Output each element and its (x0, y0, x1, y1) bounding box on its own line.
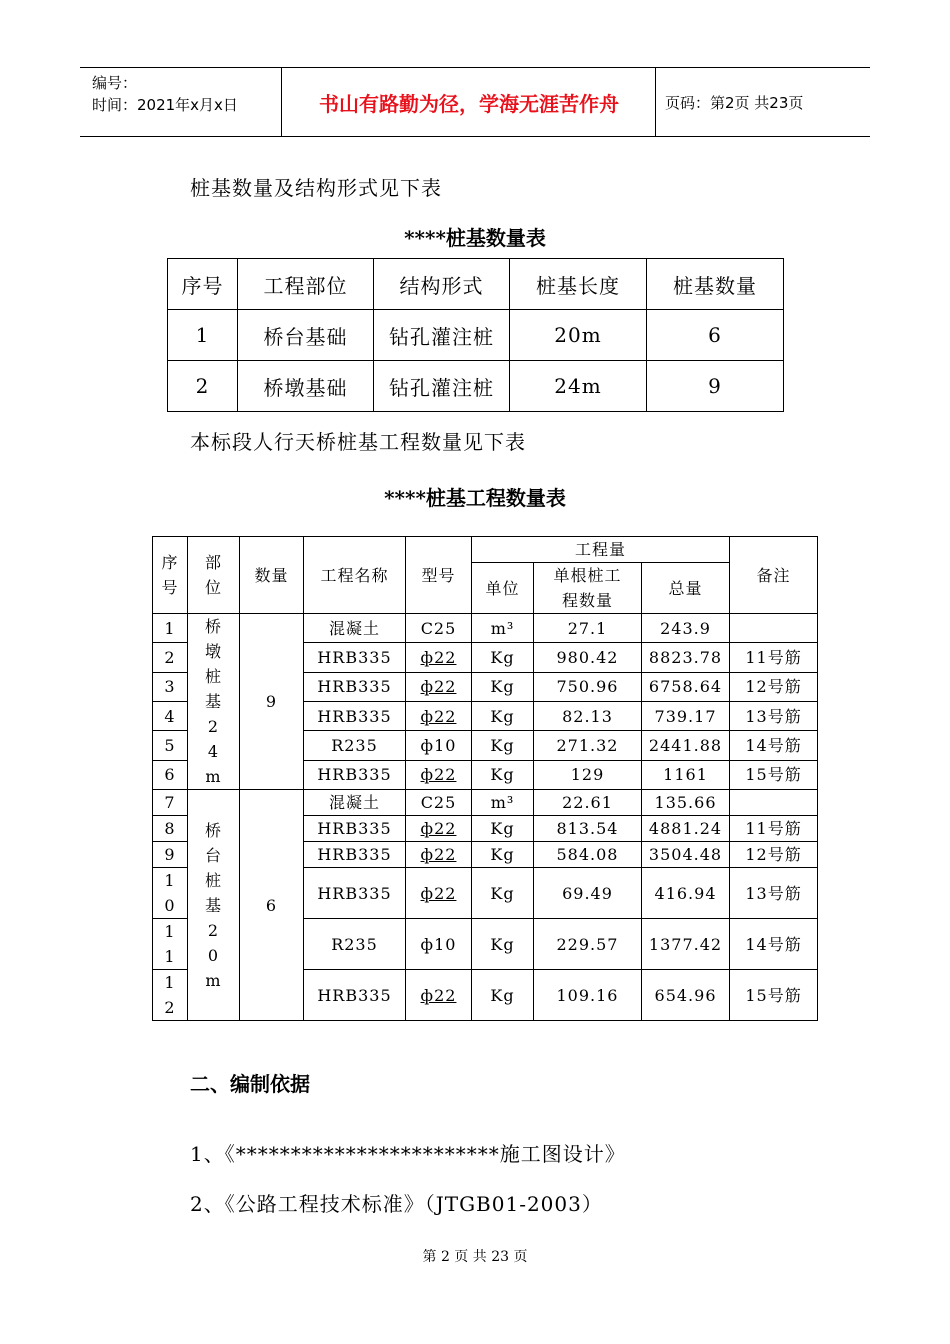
per-pile-cell: 27.1 (534, 614, 642, 643)
seq-cell (153, 970, 188, 1021)
per-pile-cell: 82.13 (534, 701, 642, 730)
header-cell: 备注 (730, 537, 818, 614)
unit-cell: Kg (472, 816, 534, 842)
header-cell: 工程名称 (304, 537, 406, 614)
table2-body (153, 614, 818, 1021)
table-cell: 2 (168, 361, 238, 412)
name-cell: HRB335 (304, 760, 406, 789)
model-cell: ф22 (406, 970, 472, 1021)
table-header-row (168, 259, 784, 310)
seq-cell (153, 614, 188, 643)
table-cell: 9 (647, 361, 784, 412)
name-cell: 混凝土 (304, 790, 406, 816)
model-cell: ф22 (406, 643, 472, 672)
name-cell: HRB335 (304, 868, 406, 919)
note-cell: 15号筋 (730, 970, 818, 1021)
header-cell: 桩基数量 (647, 259, 784, 310)
note-cell (730, 790, 818, 816)
per-pile-cell: 129 (534, 760, 642, 789)
per-pile-cell: 22.61 (534, 790, 642, 816)
header-cell: 数量 (240, 537, 304, 614)
per-pile-header: 单根桩工程数量 (553, 566, 622, 610)
total-cell: 4881.24 (642, 816, 730, 842)
note-cell: 11号筋 (730, 816, 818, 842)
seq-value: 4 (164, 706, 176, 726)
per-pile-cell: 271.32 (534, 731, 642, 760)
note-cell: 12号筋 (730, 842, 818, 868)
header-cell: 型号 (406, 537, 472, 614)
intro-paragraph-1: 桩基数量及结构形式见下表 (190, 176, 442, 200)
table-row (153, 614, 818, 643)
header-meta (92, 72, 238, 116)
seq-cell (153, 919, 188, 970)
pile-quantity-table (152, 536, 818, 1021)
header-cell: 总量 (642, 563, 730, 614)
section-heading: 二、编制依据 (190, 1072, 310, 1096)
header-cell: 桩基长度 (510, 259, 647, 310)
part-header: 部位 (204, 553, 222, 597)
model-cell: C25 (406, 790, 472, 816)
model-cell: ф22 (406, 672, 472, 701)
note-cell: 11号筋 (730, 643, 818, 672)
note-cell: 15号筋 (730, 760, 818, 789)
per-pile-cell: 980.42 (534, 643, 642, 672)
unit-cell: Kg (472, 760, 534, 789)
model-cell: ф22 (406, 701, 472, 730)
name-cell: R235 (304, 919, 406, 970)
table-cell: 钻孔灌注桩 (374, 310, 510, 361)
total-cell: 416.94 (642, 868, 730, 919)
model-cell: ф22 (406, 760, 472, 789)
header-divider (281, 68, 282, 136)
total-cell: 739.17 (642, 701, 730, 730)
note-cell: 12号筋 (730, 672, 818, 701)
note-cell: 13号筋 (730, 701, 818, 730)
page-header (80, 67, 870, 137)
header-time: 时间：2021年x月x日 (92, 96, 238, 114)
seq-value: 9 (164, 845, 176, 864)
seq-cell (153, 868, 188, 919)
model-cell: ф10 (406, 731, 472, 760)
header-page: 页码：第2页 共23页 (665, 93, 804, 112)
header-cell: 序号 (168, 259, 238, 310)
page-footer: 第 2 页 共 23 页 (422, 1249, 528, 1265)
model-cell: ф22 (406, 816, 472, 842)
table-row (168, 361, 784, 412)
seq-value: 5 (164, 735, 176, 755)
total-cell: 654.96 (642, 970, 730, 1021)
total-cell: 3504.48 (642, 842, 730, 868)
seq-value: 3 (164, 677, 176, 697)
per-pile-cell: 69.49 (534, 868, 642, 919)
reference-item: 1、《************************施工图设计》 (190, 1142, 626, 1166)
note-cell: 14号筋 (730, 731, 818, 760)
header-cell: 工程量 (472, 537, 730, 563)
note-cell (730, 614, 818, 643)
table-cell: 钻孔灌注桩 (374, 361, 510, 412)
header-cell: 工程部位 (238, 259, 374, 310)
note-cell: 13号筋 (730, 868, 818, 919)
table-cell: 6 (647, 310, 784, 361)
total-cell: 6758.64 (642, 672, 730, 701)
table-header-row (153, 537, 818, 563)
per-pile-cell: 813.54 (534, 816, 642, 842)
table-row (153, 790, 818, 816)
seq-value: 7 (164, 793, 176, 812)
header-cell (534, 563, 642, 614)
seq-cell (153, 643, 188, 672)
name-cell: HRB335 (304, 816, 406, 842)
seq-value: 1 (164, 618, 176, 638)
unit-cell: Kg (472, 919, 534, 970)
part-cell (188, 790, 240, 1021)
unit-cell: Kg (472, 842, 534, 868)
seq-cell (153, 842, 188, 868)
seq-value: 12 (164, 973, 176, 1017)
seq-header: 序号 (161, 553, 179, 597)
count-cell: 6 (240, 790, 304, 1021)
total-cell: 243.9 (642, 614, 730, 643)
model-cell: C25 (406, 614, 472, 643)
model-cell: ф22 (406, 842, 472, 868)
seq-value: 11 (164, 922, 176, 966)
seq-value: 6 (164, 765, 176, 785)
name-cell: HRB335 (304, 701, 406, 730)
intro-paragraph-2: 本标段人行天桥桩基工程数量见下表 (190, 430, 526, 454)
name-cell: HRB335 (304, 643, 406, 672)
seq-cell (153, 731, 188, 760)
table2-caption: ****桩基工程数量表 (384, 486, 566, 510)
table-row (168, 310, 784, 361)
unit-cell: m³ (472, 790, 534, 816)
reference-item: 2、《公路工程技术标准》（JTGB01-2003） (190, 1192, 603, 1216)
header-cell: 单位 (472, 563, 534, 614)
unit-cell: Kg (472, 672, 534, 701)
header-divider (655, 68, 656, 136)
table1-caption: ****桩基数量表 (404, 226, 546, 250)
name-cell: HRB335 (304, 970, 406, 1021)
header-cell (188, 537, 240, 614)
table-cell: 24m (510, 361, 647, 412)
name-cell: R235 (304, 731, 406, 760)
table-cell: 桥台基础 (238, 310, 374, 361)
table-cell: 20m (510, 310, 647, 361)
per-pile-cell: 584.08 (534, 842, 642, 868)
per-pile-cell: 229.57 (534, 919, 642, 970)
seq-cell (153, 701, 188, 730)
per-pile-cell: 109.16 (534, 970, 642, 1021)
unit-cell: Kg (472, 970, 534, 1021)
seq-cell (153, 790, 188, 816)
header-number: 编号： (92, 74, 138, 92)
model-cell: ф10 (406, 919, 472, 970)
seq-value: 8 (164, 819, 176, 838)
part-cell (188, 614, 240, 790)
name-cell: HRB335 (304, 672, 406, 701)
header-cell: 结构形式 (374, 259, 510, 310)
total-cell: 1161 (642, 760, 730, 789)
seq-value: 2 (164, 647, 176, 667)
unit-cell: Kg (472, 731, 534, 760)
header-cell (153, 537, 188, 614)
header-motto: 书山有路勤为径，学海无涯苦作舟 (319, 91, 619, 116)
count-cell: 9 (240, 614, 304, 790)
total-cell: 8823.78 (642, 643, 730, 672)
per-pile-cell: 750.96 (534, 672, 642, 701)
table-cell: 桥墩基础 (238, 361, 374, 412)
unit-cell: m³ (472, 614, 534, 643)
name-cell: 混凝土 (304, 614, 406, 643)
total-cell: 2441.88 (642, 731, 730, 760)
part-value: 桥台桩基20m (204, 820, 222, 990)
pile-count-table (167, 258, 784, 412)
part-value: 桥墩桩基24m (204, 617, 222, 786)
name-cell: HRB335 (304, 842, 406, 868)
seq-cell (153, 760, 188, 789)
table-cell: 1 (168, 310, 238, 361)
total-cell: 135.66 (642, 790, 730, 816)
seq-cell (153, 672, 188, 701)
model-cell: ф22 (406, 868, 472, 919)
total-cell: 1377.42 (642, 919, 730, 970)
unit-cell: Kg (472, 868, 534, 919)
unit-cell: Kg (472, 643, 534, 672)
seq-value: 10 (164, 871, 176, 915)
seq-cell (153, 816, 188, 842)
unit-cell: Kg (472, 701, 534, 730)
note-cell: 14号筋 (730, 919, 818, 970)
